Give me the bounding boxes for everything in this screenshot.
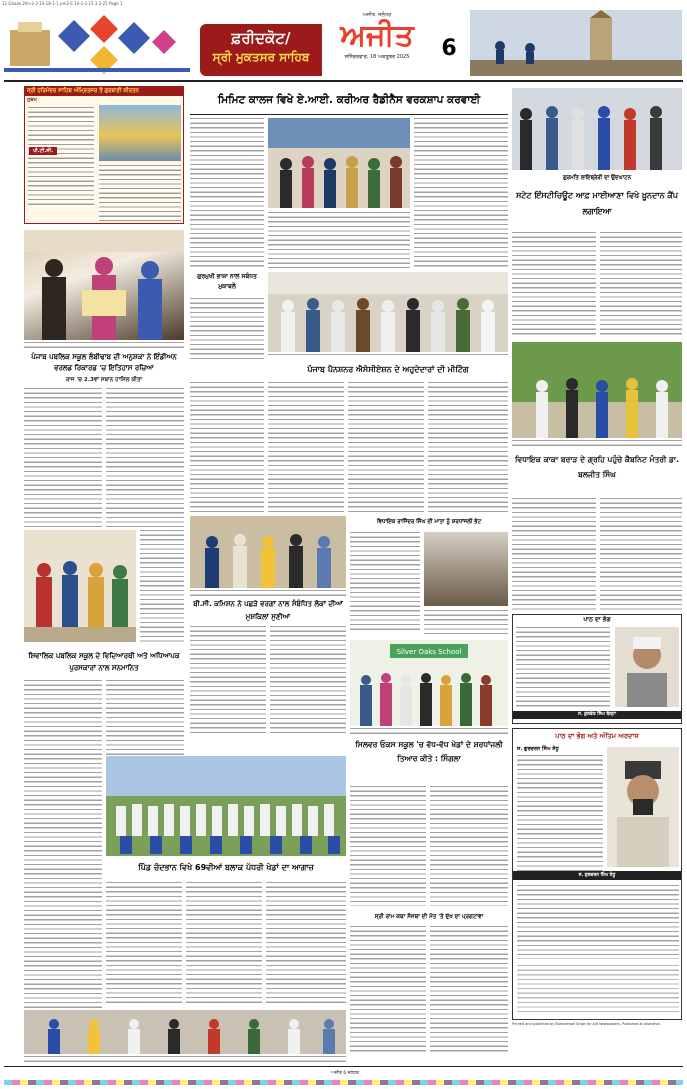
minister-text-1 [512, 498, 596, 610]
svg-text:Silver Oaks School: Silver Oaks School [396, 648, 462, 656]
ram-headline: ਸ੍ਰੀ ਰਾਮ ਕਥਾ ਸੰਸਥਾ ਦੀ ਮੌਤ 'ਤੇ ਦੁੱਖ ਦਾ ਪ੍ਰਗਟਾਵਾ [374, 914, 484, 920]
silver-caption [350, 728, 508, 734]
teej-text-2 [424, 610, 508, 636]
bc-text-1 [190, 626, 266, 736]
golden-temple-photo [99, 105, 181, 161]
bhog-text [517, 755, 603, 875]
shivalik-text [24, 680, 102, 1020]
main-headline: ਮਿਮਿਟ ਕਾਲਜ ਵਿਖੇ ਏ.ਆਈ. ਕਰੀਅਰ ਰੈਡੀਨੈਸ ਵਰਕਸ਼ਾਪ ਕਰਵਾਈ [217, 94, 481, 106]
award-group-photo [106, 756, 346, 856]
officials-photo [190, 516, 346, 588]
main-headline-rule [190, 114, 508, 115]
paath-title: ਪਾਠ ਦਾ ਭੋਗ [583, 616, 611, 623]
block-headline: ਪਿੰਡ ਚੰਦਭਾਨ ਵਿਖੇ 69ਵੀਆਂ ਬਲਾਕ ਪੱਧਰੀ ਖੇਡਾਂ ਦਾ ਆਗਾਜ਼ [138, 863, 314, 872]
left-box-text [28, 107, 94, 207]
minister-text-2 [600, 498, 682, 610]
library-photo [512, 88, 682, 170]
school-article-text-2 [106, 388, 184, 528]
blood-camp-photo [512, 342, 682, 438]
footer-page-label: ਅਜੀਤ 6 ਜਲੰਧਰ [331, 1071, 359, 1076]
ceremony-caption [24, 1056, 346, 1064]
left-box-gurbani [24, 86, 184, 224]
meeting-caption [268, 354, 508, 358]
teej-headline: ਵਿਧਾਇਕ ਰਾਜਿੰਦਰ ਸਿੰਘ ਦੀ ਮਾਤਾ ਨੂੰ ਸ਼ਰਧਾਂਜਲੀ ਭੇਟ [376, 519, 482, 525]
shivalik-headline: ਸ਼ਿਵਾਲਿਕ ਪਬਲਿਕ ਸਕੂਲ ਦੇ ਵਿਦਿਆਰਥੀ ਅਤੇ ਅਧਿਆਪਕ ਪੁਰਸਕਾਰਾਂ ਨਾਲ ਸਨਮਾਨਿਤ [28, 652, 180, 672]
award-photo [24, 230, 184, 340]
masthead-brand: ਅਜੀਤ [340, 18, 414, 53]
paath-portrait [615, 627, 679, 707]
bhog-name-bar: ਸ. ਗੁਰਚਰਨ ਸਿੰਘ ਸੰਧੂ [513, 871, 681, 880]
paath-text [516, 627, 610, 707]
students-photo [24, 530, 136, 642]
masthead-right-photo [470, 10, 682, 76]
library-headline: ਗੁਰਮਤਿ ਲਾਇਬ੍ਰੇਰੀ ਦਾ ਉਦਘਾਟਨ [563, 175, 631, 181]
block-text-1 [106, 882, 182, 1006]
left-box-badge: ਪੀ.ਟੀ.ਸੀ. [29, 147, 57, 155]
state-headline: ਸਟੇਟ ਇੰਸਟੀਚਿਊਟ ਆਫ਼ ਮਾਈਆਣਾ ਵਿਖੇ ਖ਼ੂਨਦਾਨ ਕੈਂਪ ਲਗਾਇਆ [515, 191, 679, 216]
masthead-date: ਸ਼ਨਿੱਚਰਵਾਰ, 18 ਅਕਤੂਬਰ 2025 [344, 54, 410, 60]
award-caption [24, 342, 184, 350]
scan-label: 12 Ghaze 20n-2-3 10-18-1-1 pm2 E.10-2-3 15 3 2-25 Page 1 [2, 1, 123, 6]
page-number: 6 [441, 36, 457, 61]
left-box-text-2 [99, 165, 181, 221]
workshop-photo [268, 118, 410, 208]
meeting-headline: ਪੰਜਾਬ ਪੈਨਸ਼ਨਰ ਐਸੋਸੀਏਸ਼ਨ ਦੇ ਅਹੁਦੇਦਾਰਾਂ ਦੀ ਮੀਟਿੰਗ [307, 365, 469, 374]
paath-box [512, 614, 682, 724]
main-article-col-3 [414, 118, 508, 268]
masthead-brand-block [322, 10, 432, 80]
school-headline: ਪੰਜਾਬ ਪਬਲਿਕ ਸਕੂਲ ਲੰਬੀਢਾਬ ਦੀ ਅਨੁਸ਼ਕਾ ਨੇ ਇੰਡੀਅਨ ਵਰਲਡ ਰਿਕਾਰਡ 'ਚ ਇਤਿਹਾਸ ਰਚਿਆ [31, 353, 177, 372]
meeting-text-1 [190, 382, 264, 512]
ceremony-photo [24, 1010, 346, 1054]
masthead-left-decoration [4, 10, 190, 80]
students-side-text [140, 530, 184, 642]
masthead-rule [4, 80, 683, 82]
bhog-family-text [517, 885, 679, 959]
state-text-1 [512, 232, 596, 338]
masthead-brand-small: ਅਜੀਤ, ਜਲੰਧਰ [362, 12, 392, 18]
footer-rule [4, 1066, 683, 1067]
imprint: Printed and published by Barinderpal Singh for Ajit Newspapers, Published at Jalandhar. [512, 1022, 661, 1026]
masthead-city: ਫ਼ਰੀਦਕੋਟ/ [231, 29, 291, 47]
teej-photo [424, 532, 508, 606]
masthead-city-block [200, 24, 322, 76]
officials-caption [190, 590, 346, 596]
gurmukh-text [190, 298, 264, 360]
ram-text-2 [430, 926, 508, 1054]
masthead-city-2: ਸ੍ਰੀ ਮੁਕਤਸਰ ਸਾਹਿਬ [212, 50, 310, 64]
minister-headline: ਵਿਧਾਇਕ ਕਾਕਾ ਬਰਾੜ ਦੇ ਗ੍ਰਹਿ ਪਹੁੰਚੇ ਕੈਬਨਿਟ ਮੰਤਰੀ ਡਾ. ਬਲਜੀਤ ਸਿੰਘ [515, 455, 679, 479]
ram-text-1 [350, 926, 426, 1054]
bhog-imprint-text [517, 965, 679, 1015]
meeting-text-4 [428, 382, 508, 512]
bhog-box [512, 728, 682, 1020]
school-subheadline: ਰਾਜ 'ਚ 2.3ਵਾਂ ਸਥਾਨ ਹਾਸਿਲ ਕੀਤਾ [65, 377, 143, 383]
left-box-label: ਹੁਕਮ [27, 97, 37, 103]
silver-text-1 [350, 786, 426, 906]
bc-text-2 [270, 626, 346, 736]
bc-headline: ਬੀ.ਸੀ. ਕਮਿਸ਼ਨ ਨੇ ਪਛੜੇ ਵਰਗਾਂ ਨਾਲ ਸੰਬੰਧਿਤ ਲੋਕਾਂ ਦੀਆਂ ਮੁਸ਼ਕਿਲਾਂ ਸੁਣੀਆਂ [193, 600, 343, 621]
main-article-col-1 [190, 118, 264, 268]
meeting-text-3 [348, 382, 424, 512]
left-box-title: ਸ੍ਰੀ ਹਰਿਮੰਦਰ ਸਾਹਿਬ ਅੰਮ੍ਰਿਤਸਰ ਤੋਂ ਗੁਰਬਾਣੀ ਕੀਰਤਨ [25, 87, 183, 96]
silver-headline: ਸਿਲਵਰ ਓਕਸ ਸਕੂਲ 'ਚ ਵੱਧ-ਵੱਧ ਖੇਡਾਂ ਦੇ ਸ਼ਰਧਾਂਜਲੀ ਤਿਆਰ ਕੀਤੇ : ਸਿੰਗਲਾ [355, 740, 503, 763]
meeting-text-2 [268, 382, 344, 512]
school-article-text [24, 388, 102, 528]
paath-name: ਸ. ਕੁਲਵੰਤ ਸਿੰਘ ਬੱਲ੍ਹਾ [513, 711, 681, 719]
meeting-photo [268, 272, 508, 352]
state-text-2 [600, 232, 682, 338]
main-article-under-photo [268, 212, 410, 268]
bhog-portrait [607, 747, 679, 867]
teej-text [350, 532, 420, 632]
decorative-pattern-icon [4, 10, 190, 80]
silver-school-photo [350, 640, 508, 726]
bhog-person-name: ਸ. ਗੁਰਚਰਨ ਸਿੰਘ ਸੰਧੂ [517, 746, 559, 752]
blood-camp-caption [512, 440, 682, 448]
bhog-title: ਪਾਠ ਦਾ ਭੋਗ ਅਤੇ ਅੰਤਿਮ ਅਰਦਾਸ [555, 732, 639, 740]
registration-strip [4, 1080, 683, 1085]
block-text-3 [266, 882, 346, 1006]
silver-text-2 [430, 786, 508, 906]
block-text-2 [186, 882, 262, 1006]
gurmukh-headline: ਗੁਰਮੁਖੀ ਭਾਸ਼ਾ ਨਾਲ ਸਬੰਧਤ ਮੁਕਾਬਲੇ [197, 273, 257, 290]
